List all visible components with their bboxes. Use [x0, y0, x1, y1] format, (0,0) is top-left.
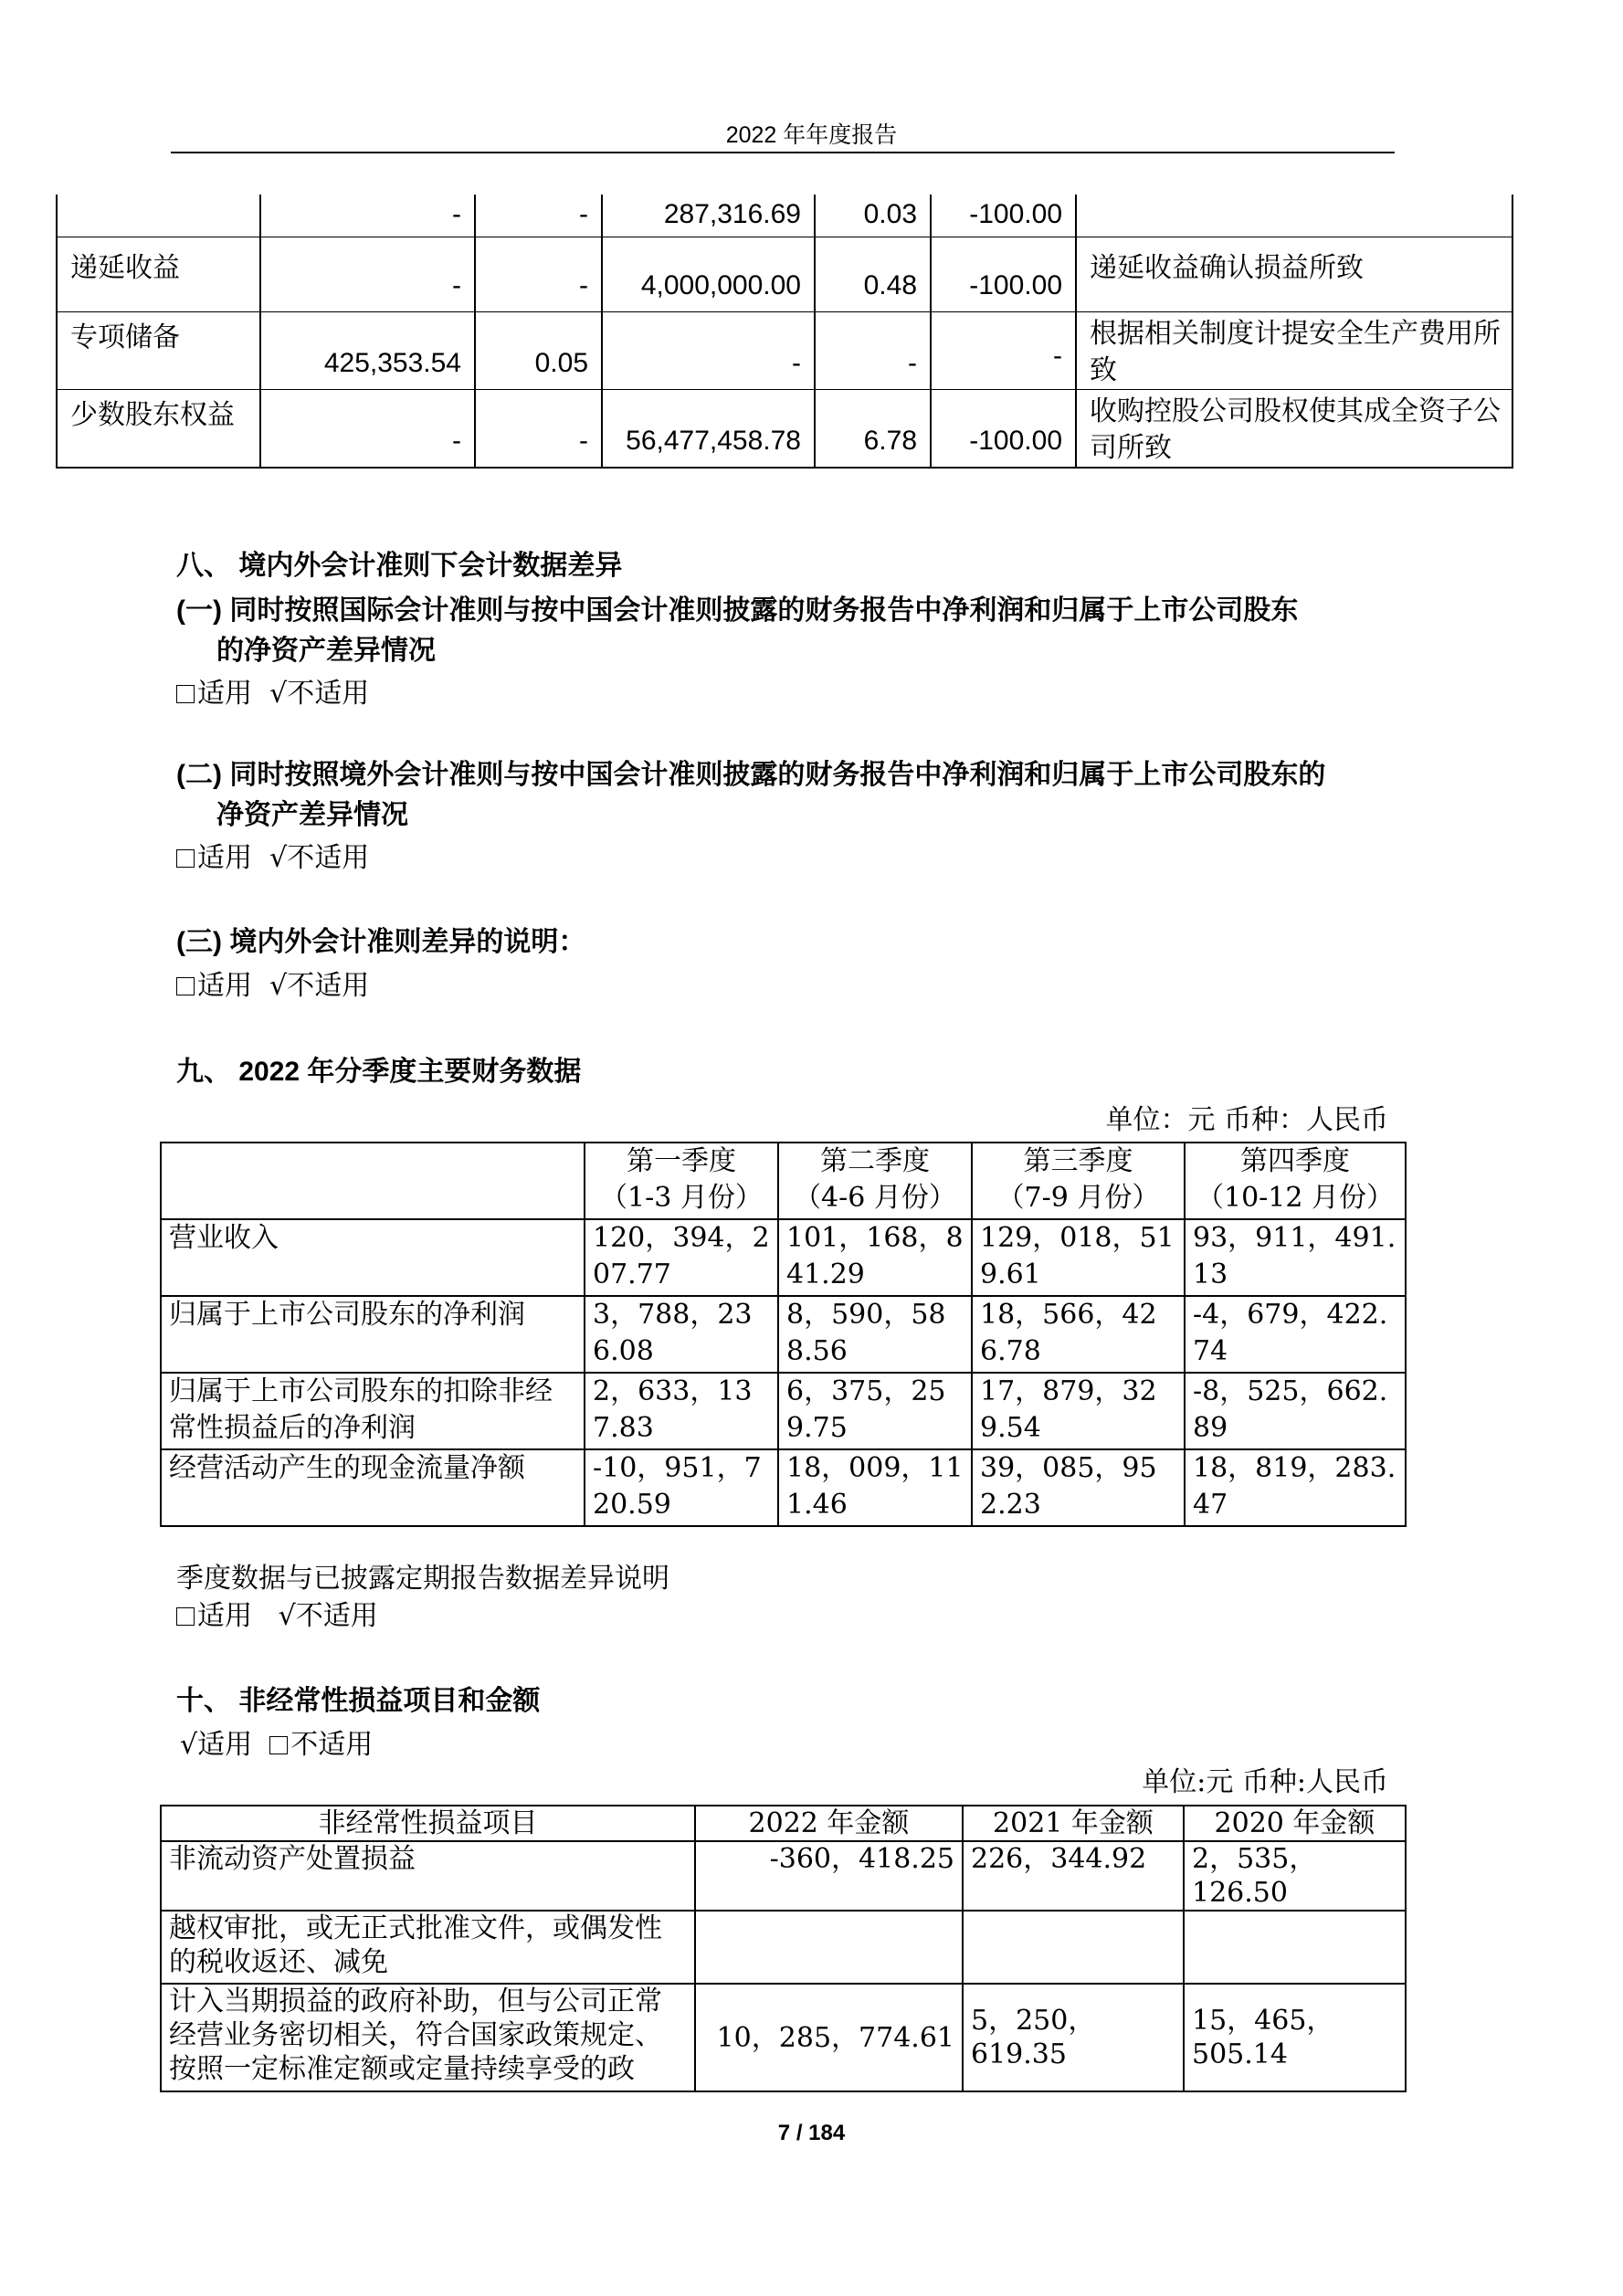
cell: 15，465，505.14	[1184, 1984, 1406, 2091]
applicable-label: √适用	[180, 1729, 253, 1761]
page-header: 2022 年年度报告	[725, 122, 898, 148]
header-cell: 2020 年金额	[1184, 1806, 1406, 1841]
cell	[1184, 1911, 1406, 1984]
cell: 8，590，588.56	[778, 1296, 972, 1373]
checkbox-icon	[176, 849, 195, 868]
cell: 10，285，774.61	[695, 1984, 963, 2091]
cell: 0.03	[815, 195, 931, 237]
cell: 56,477,458.78	[602, 389, 815, 468]
section-10-title: 十、 非经常性损益项目和金额	[176, 1686, 541, 1716]
not-applicable-label: √不适用	[269, 842, 370, 874]
checkbox-icon	[176, 1607, 195, 1626]
checkbox-icon	[176, 685, 195, 703]
not-applicable-label: √不适用	[278, 1600, 378, 1632]
table-row	[57, 389, 1512, 468]
header-cell: 2022 年金额	[695, 1806, 963, 1841]
section-8-sub2	[176, 755, 1400, 836]
not-applicable-label: √不适用	[269, 970, 370, 1002]
table-header-row	[161, 1806, 1406, 1841]
table-header-row	[161, 1143, 1406, 1219]
cell: 93，911，491.13	[1185, 1219, 1406, 1296]
cell: 129，018，519.61	[972, 1219, 1185, 1296]
cell: 18，009，111.46	[778, 1449, 972, 1526]
table-row	[57, 311, 1512, 389]
sub-text-cont: 的净资产差异情况	[216, 636, 436, 666]
table-row	[161, 1449, 1406, 1526]
sub-text: 同时按照国际会计准则与按中国会计准则披露的财务报告中净利润和归属于上市公司股东	[229, 595, 1299, 626]
cell: 0.05	[475, 311, 602, 389]
cell	[695, 1911, 963, 1984]
cell: 6，375，259.75	[778, 1373, 972, 1449]
cell: -	[815, 311, 931, 389]
row-label: 递延收益	[57, 237, 260, 311]
cell	[963, 1911, 1184, 1984]
cell: 0.48	[815, 237, 931, 311]
balance-change-table	[56, 195, 1513, 469]
sub-text-cont: 净资产差异情况	[216, 800, 408, 830]
unit-label: 单位：元 币种：人民币	[1105, 1104, 1388, 1136]
note-cell: 收购控股公司股权使其成全资子公司所致	[1076, 389, 1512, 468]
table-row	[161, 1841, 1406, 1911]
cell: 39，085，952.23	[972, 1449, 1185, 1526]
sub-text: 境内外会计准则差异的说明：	[229, 927, 586, 957]
cell: -	[602, 311, 815, 389]
cell: 18，819，283.47	[1185, 1449, 1406, 1526]
cell: 4,000,000.00	[602, 237, 815, 311]
cell: 101，168，841.29	[778, 1219, 972, 1296]
cell: -100.00	[931, 195, 1076, 237]
table-row	[161, 1373, 1406, 1449]
checkbox-icon	[176, 977, 195, 995]
applicability-line	[176, 676, 369, 712]
not-applicable-label: 不适用	[290, 1729, 374, 1761]
row-label: 归属于上市公司股东的扣除非经常性损益后的净利润	[161, 1373, 585, 1449]
section-8-sub1	[176, 591, 1400, 671]
cell: 120，394，207.77	[585, 1219, 778, 1296]
note-cell: 根据相关制度计提安全生产费用所致	[1076, 311, 1512, 389]
table-row	[161, 1296, 1406, 1373]
header-divider	[171, 152, 1395, 153]
note-cell	[1076, 195, 1512, 237]
row-label: 计入当期损益的政府补助，但与公司正常经营业务密切相关，符合国家政策规定、按照一定标准定额或定量持续享受的政	[161, 1984, 695, 2091]
cell: -	[260, 195, 475, 237]
header-cell: 第二季度 （4-6 月份）	[778, 1143, 972, 1219]
cell: -8，525，662.89	[1185, 1373, 1406, 1449]
row-label: 非流动资产处置损益	[161, 1841, 695, 1911]
sub-prefix: (二)	[176, 760, 222, 790]
row-label: 专项储备	[57, 311, 260, 389]
applicable-label: 适用	[197, 842, 252, 874]
cell: -	[475, 237, 602, 311]
cell: 2，535，126.50	[1184, 1841, 1406, 1911]
header-cell	[161, 1143, 585, 1219]
cell: -	[931, 311, 1076, 389]
cell: 17，879，329.54	[972, 1373, 1185, 1449]
sub-prefix: (三)	[176, 927, 222, 957]
cell: 425,353.54	[260, 311, 475, 389]
section-8-title: 八、 境内外会计准则下会计数据差异	[176, 551, 623, 581]
quarterly-note: 季度数据与已披露定期报告数据差异说明	[176, 1563, 669, 1595]
cell: 2，633，137.83	[585, 1373, 778, 1449]
cell: 287,316.69	[602, 195, 815, 237]
cell: -100.00	[931, 237, 1076, 311]
header-cell: 第四季度 （10-12 月份）	[1185, 1143, 1406, 1219]
header-cell: 非经常性损益项目	[161, 1806, 695, 1841]
unit-label: 单位:元 币种:人民币	[1142, 1766, 1388, 1798]
applicability-line	[176, 968, 369, 1005]
row-label: 少数股东权益	[57, 389, 260, 468]
applicable-label: 适用	[197, 970, 252, 1002]
non-recurring-table	[160, 1805, 1407, 2092]
table-row	[57, 237, 1512, 311]
applicable-label: 适用	[197, 678, 252, 710]
row-label: 经营活动产生的现金流量净额	[161, 1449, 585, 1526]
header-cell: 第一季度 （1-3 月份）	[585, 1143, 778, 1219]
applicability-line	[176, 840, 369, 877]
not-applicable-label: √不适用	[269, 678, 370, 710]
table-row	[161, 1911, 1406, 1984]
cell: -	[475, 389, 602, 468]
section-8-sub3	[176, 922, 1400, 963]
cell: -	[475, 195, 602, 237]
cell: -360，418.25	[695, 1841, 963, 1911]
row-label: 越权审批，或无正式批准文件，或偶发性的税收返还、减免	[161, 1911, 695, 1984]
applicability-line	[176, 1598, 378, 1635]
cell: 226，344.92	[963, 1841, 1184, 1911]
cell: -	[260, 237, 475, 311]
section-9-title: 九、 2022 年分季度主要财务数据	[176, 1057, 582, 1087]
table-row	[57, 195, 1512, 237]
cell: -10，951，720.59	[585, 1449, 778, 1526]
applicable-label: 适用	[197, 1600, 252, 1632]
cell: 6.78	[815, 389, 931, 468]
sub-text: 同时按照境外会计准则与按中国会计准则披露的财务报告中净利润和归属于上市公司股东的	[229, 760, 1326, 790]
header-cell: 2021 年金额	[963, 1806, 1184, 1841]
table-row	[161, 1984, 1406, 2091]
page-number: 7 / 184	[777, 2121, 846, 2145]
row-label	[57, 195, 260, 237]
cell: -100.00	[931, 389, 1076, 468]
header-cell: 第三季度 （7-9 月份）	[972, 1143, 1185, 1219]
cell: 18，566，426.78	[972, 1296, 1185, 1373]
cell: 3，788，236.08	[585, 1296, 778, 1373]
row-label: 营业收入	[161, 1219, 585, 1296]
note-cell: 递延收益确认损益所致	[1076, 237, 1512, 311]
quarterly-table	[160, 1142, 1407, 1527]
table-row	[161, 1219, 1406, 1296]
checkbox-icon	[269, 1736, 288, 1754]
cell: -4，679，422.74	[1185, 1296, 1406, 1373]
cell: -	[260, 389, 475, 468]
sub-prefix: (一)	[176, 595, 222, 626]
cell: 5，250，619.35	[963, 1984, 1184, 2091]
applicability-line	[180, 1727, 373, 1764]
row-label: 归属于上市公司股东的净利润	[161, 1296, 585, 1373]
